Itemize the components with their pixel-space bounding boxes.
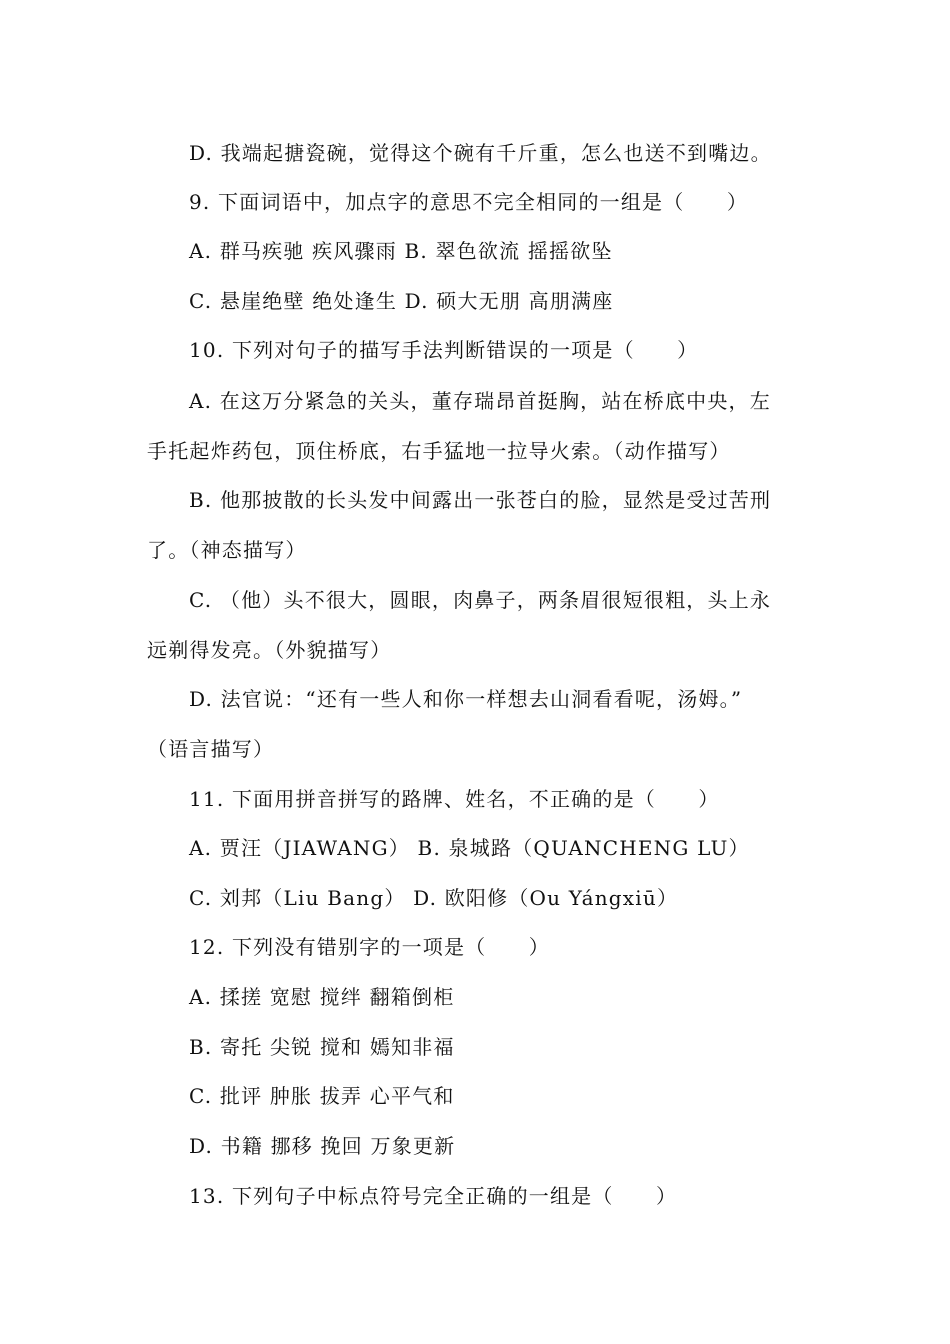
option-12c: C. 批评 肿胀 拔弄 心平气和 bbox=[189, 1084, 455, 1108]
question-13: 13. 下列句子中标点符号完全正确的一组是（ ） bbox=[189, 1184, 678, 1208]
option-10a-line-2: 手托起炸药包，顶住桥底，右手猛地一拉导火索。（动作描写） bbox=[147, 439, 731, 463]
option-12d: D. 书籍 挪移 挽回 万象更新 bbox=[189, 1134, 456, 1158]
question-12: 12. 下列没有错别字的一项是（ ） bbox=[189, 935, 550, 959]
option-10c-line-2: 远剃得发亮。（外貌描写） bbox=[147, 638, 392, 662]
option-10d-line-2: （语言描写） bbox=[147, 737, 275, 761]
options-9-cd: C. 悬崖绝壁 绝处逢生 D. 硕大无朋 高朋满座 bbox=[189, 289, 614, 313]
question-11: 11. 下面用拼音拼写的路牌、姓名，不正确的是（ ） bbox=[189, 787, 720, 811]
option-10a-line-1: A. 在这万分紧急的关头，董存瑞昂首挺胸，站在桥底中央，左 bbox=[189, 389, 771, 413]
option-12b: B. 寄托 尖锐 搅和 嫣知非福 bbox=[189, 1035, 455, 1059]
options-11-ab: A. 贾汪（JIAWANG） B. 泉城路（QUANCHENG LU） bbox=[189, 836, 750, 860]
question-9: 9. 下面词语中，加点字的意思不完全相同的一组是（ ） bbox=[189, 190, 749, 214]
options-9-ab: A. 群马疾驰 疾风骤雨 B. 翠色欲流 摇摇欲坠 bbox=[189, 239, 613, 263]
option-8d: D. 我端起搪瓷碗，觉得这个碗有千斤重，怎么也送不到嘴边。 bbox=[189, 141, 772, 165]
options-11-cd: C. 刘邦（Liu Bang） D. 欧阳修（Ou Yángxiū） bbox=[189, 886, 679, 910]
option-10c-line-1: C. （他）头不很大，圆眼，肉鼻子，两条眉很短很粗，头上永 bbox=[189, 588, 772, 612]
option-10d-line-1: D. 法官说：“还有一些人和你一样想去山洞看看呢，汤姆。” bbox=[189, 687, 743, 711]
option-10b-line-1: B. 他那披散的长头发中间露出一张苍白的脸，显然是受过苦刑 bbox=[189, 488, 772, 512]
option-10b-line-2: 了。（神态描写） bbox=[147, 538, 307, 562]
option-12a: A. 揉搓 宽慰 搅绊 翻箱倒柜 bbox=[189, 985, 455, 1009]
question-10: 10. 下列对句子的描写手法判断错误的一项是（ ） bbox=[189, 338, 699, 362]
